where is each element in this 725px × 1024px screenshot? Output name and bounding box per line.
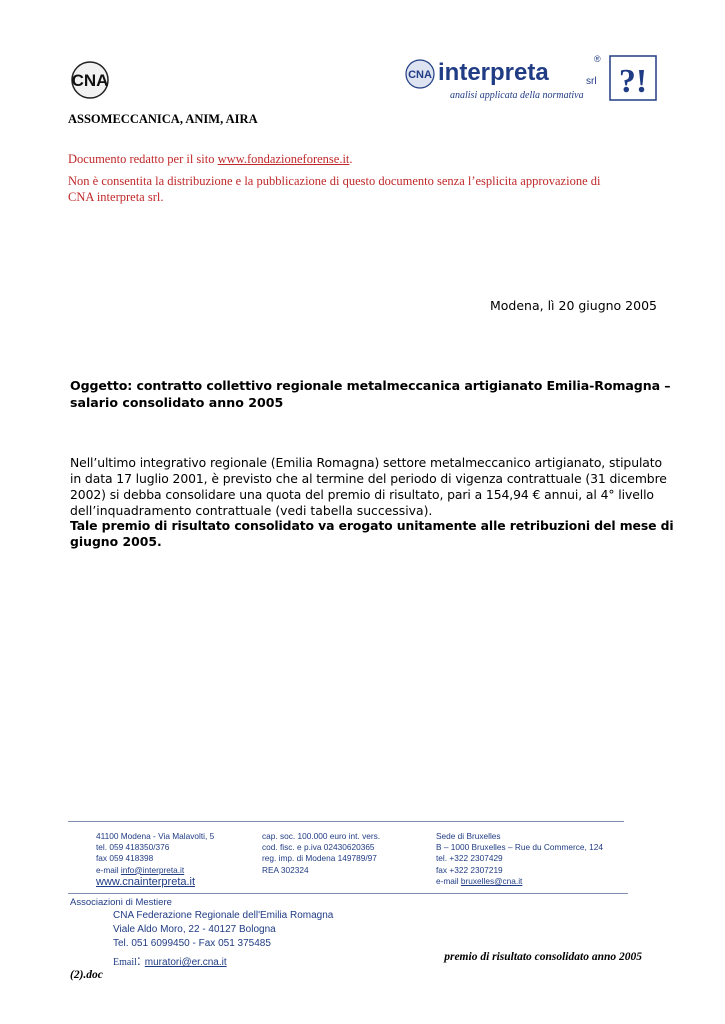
brand-logo-cna: CNA — [408, 69, 432, 81]
footer-capital: cap. soc. 100.000 euro int. vers. — [262, 831, 381, 841]
footer-associations-line-3: Tel. 051 6099450 - Fax 051 375485 — [113, 938, 271, 949]
footer-modena-email-label: e-mail — [96, 864, 121, 875]
associations-heading: ASSOMECCANICA, ANIM, AIRA — [68, 112, 258, 126]
footer-brussels-email-link[interactable]: bruxelles@cna.it — [460, 875, 523, 886]
footer-brussels-tel: tel. +322 2307429 — [436, 853, 503, 864]
footer-rea: REA 302324 — [262, 864, 309, 875]
footer-modena-email-link[interactable]: info@interpreta.it — [120, 864, 185, 875]
notice-suffix: . — [349, 152, 353, 166]
footer-associations-email-label: Email — [113, 957, 137, 968]
body-line-1: Nell’ultimo integrativo regionale (Emilia Romagna) settore metalmeccanico artigianato, stipulato — [70, 455, 663, 470]
footer-col-modena — [96, 831, 214, 889]
interpreta-logo-icon — [404, 50, 660, 106]
footer-associations-line-2: Viale Aldo Moro, 22 - 40127 Bologna — [113, 924, 276, 935]
notice-line-3: CNA interpreta srl. — [68, 190, 164, 204]
footer-brussels-title: Sede di Bruxelles — [436, 831, 501, 841]
notice-line-2: Non è consentita la distribuzione e la pubblicazione di questo documento senza l’esplicita approvazione di — [68, 174, 601, 188]
footer-modena-email-row — [96, 865, 214, 876]
footer-modena-tel: tel. 059 418350/376 — [96, 842, 170, 853]
footer-brussels-email-row — [436, 876, 603, 887]
footer-associations-email-row — [113, 952, 227, 970]
footer-brussels-email-label: e-mail — [436, 875, 461, 886]
cna-logo-text: CNA — [71, 71, 109, 90]
notice-link[interactable]: www.fondazioneforense.it — [217, 152, 350, 166]
cna-logo-icon — [68, 60, 114, 100]
notice-line-1 — [68, 152, 353, 167]
footer-col-company — [262, 831, 380, 876]
footer-modena-address: 41100 Modena - Via Malavolti, 5 — [96, 831, 215, 841]
brand-logo-srl: srl — [586, 76, 597, 87]
footer-col-brussels — [436, 831, 603, 887]
cna-logo — [68, 60, 114, 100]
place-date: Modena, lì 20 giugno 2005 — [489, 298, 657, 313]
body-line-3: 2002) si debba consolidare una quota del premio di risultato, pari a 154,94 € annui, al 4° livello — [70, 487, 654, 502]
footer-register: reg. imp. di Modena 149789/97 — [262, 853, 377, 864]
document-title: premio di risultato consolidato anno 2005 — [444, 951, 642, 963]
bold-line-1: Tale premio di risultato consolidato va erogato unitamente alle retribuzioni del mese di — [70, 518, 674, 533]
footer-associations-title: Associazioni di Mestiere — [70, 897, 172, 908]
subject-line-1: Oggetto: contratto collettivo regionale metalmeccanica artigianato Emilia-Romagna – — [70, 378, 671, 393]
body-line-4: dell’inquadramento contrattuale (vedi tabella successiva). — [70, 503, 433, 518]
footer-associations-line-1: CNA Federazione Regionale dell'Emilia Romagna — [113, 910, 334, 921]
footer-tax-code: cod. fisc. e p.iva 02430620365 — [262, 842, 375, 853]
document-suffix: (2).doc — [70, 969, 103, 981]
brand-logo-tagline: analisi applicata della normativa — [450, 90, 584, 101]
footer-rule-bottom — [68, 893, 628, 894]
notice-prefix: Documento redatto per il sito — [68, 152, 218, 166]
brand-logo-name: interpreta — [438, 59, 549, 86]
footer-rule-top — [68, 821, 624, 822]
body-line-2: in data 17 luglio 2001, è previsto che al termine del periodo di vigenza contrattuale (31 dicembre — [70, 471, 667, 486]
footer-associations-email-colon: : — [136, 952, 141, 968]
footer-modena-fax: fax 059 418398 — [96, 853, 154, 864]
brand-logo-glyphs: ?! — [618, 63, 648, 100]
subject-line-2: salario consolidato anno 2005 — [70, 395, 284, 410]
footer-brussels-address: B – 1000 Bruxelles – Rue du Commerce, 124 — [436, 842, 603, 853]
footer-brussels-fax: fax +322 2307219 — [436, 864, 503, 875]
footer-website[interactable]: www.cnainterpreta.it — [96, 875, 196, 888]
bold-line-2: giugno 2005. — [70, 534, 162, 549]
brand-logo-registered: ® — [594, 54, 601, 64]
footer-associations-email-link[interactable]: muratori@er.cna.it — [144, 957, 227, 968]
interpreta-logo — [404, 50, 660, 106]
